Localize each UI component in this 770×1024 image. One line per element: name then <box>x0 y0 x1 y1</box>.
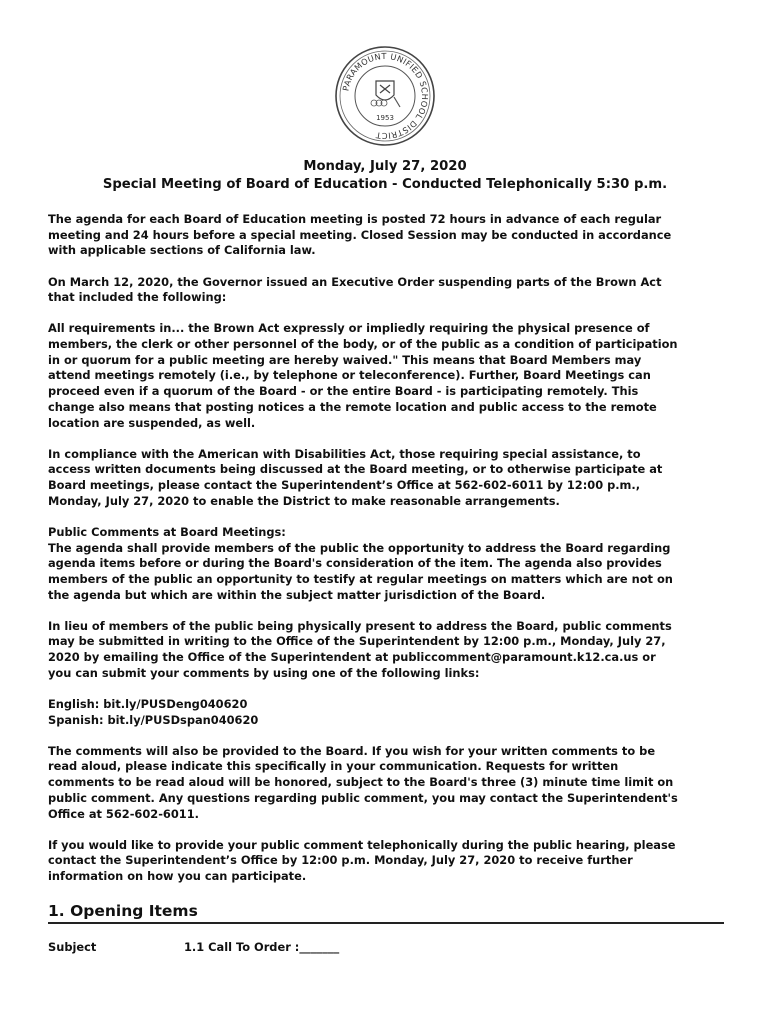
meeting-date: Monday, July 27, 2020 <box>303 159 467 174</box>
paragraph-ada-compliance: In compliance with the American with Disabilities Act, those requiring special assistance, to access written documents being discussed at the Board meeting, or to otherwise participate at Board meetings, please contact the Superintendent’s Office at 562-602-6011 by 12:00 p.m., Monday, July 27, 2020 to enable the District to make reasonable arrangements. <box>48 446 663 508</box>
meeting-title: Special Meeting of Board of Education - Conducted Telephonically 5:30 p.m. <box>102 177 668 192</box>
subject-value: 1.1 Call To Order :_______ <box>184 940 340 954</box>
agenda-body <box>48 212 728 900</box>
paragraph-written-comments: In lieu of members of the public being physically present to address the Board, public comments may be submitted in writing to the Office of the Superintendent by 12:00 p.m., Monday, July 27, 2020 by emailing the Office of the Superintendent at publiccomment@paramount.k12.ca.us or you can submit your comments by using one of the following links: <box>48 618 672 680</box>
paragraph-public-comments: Public Comments at Board Meetings: The agenda shall provide members of the public the opportunity to address the Board regarding agenda items before or during the Board's consideration of the item. The agenda also provides members of the public an opportunity to testify at regular meetings on matters which are not on the agenda but which are within the subject matter jurisdiction of the Board. <box>48 524 673 602</box>
paragraph-agenda-posting: The agenda for each Board of Education meeting is posted 72 hours in advance of each regular meeting and 24 hours before a special meeting. Closed Session may be conducted in accordance with applicable sections of California law. <box>48 212 672 258</box>
district-seal-logo <box>334 45 436 147</box>
seal-year: 1953 <box>376 114 394 122</box>
section-heading-opening-items: 1. Opening Items <box>48 901 724 924</box>
seal-text: PARAMOUNT UNIFIED SCHOOL DISTRICT <box>340 50 431 142</box>
meeting-heading <box>0 158 770 194</box>
paragraph-read-aloud: The comments will also be provided to the Board. If you wish for your written comments to be read aloud, please indicate this specifically in your communication. Requests for written comments to be read aloud will be honored, subject to the Board's three (3) minute time limit on public comment. Any questions regarding public comment, you may contact the Superintendent's Office at 562-602-6011. <box>48 743 678 821</box>
paragraph-telephonic-comment: If you would like to provide your public comment telephonically during the public hearing, please contact the Superintendent’s Office by 12:00 p.m. Monday, July 27, 2020 to receive further information on how you can participate. <box>48 837 676 884</box>
paragraph-comment-links: English: bit.ly/PUSDeng040620 Spanish: bit.ly/PUSDspan040620 <box>48 696 259 727</box>
subject-label: Subject <box>48 940 97 954</box>
paragraph-brown-act: All requirements in... the Brown Act expressly or impliedly requiring the physical presence of members, the clerk or other personnel of the body, or of the public as a condition of participation in or quorum for a public meeting are hereby waived." This means that Board Members may attend meetings remotely (i.e., by telephone or teleconference). Further, Board Meetings can proceed even if a quorum of the Board - or the entire Board - is participating remotely. This change also means that posting notices a the remote location and public access to the remote location are suspended, as well. <box>48 321 678 430</box>
paragraph-executive-order: On March 12, 2020, the Governor issued an Executive Order suspending parts of the Brown Act that included the following: <box>48 274 662 305</box>
